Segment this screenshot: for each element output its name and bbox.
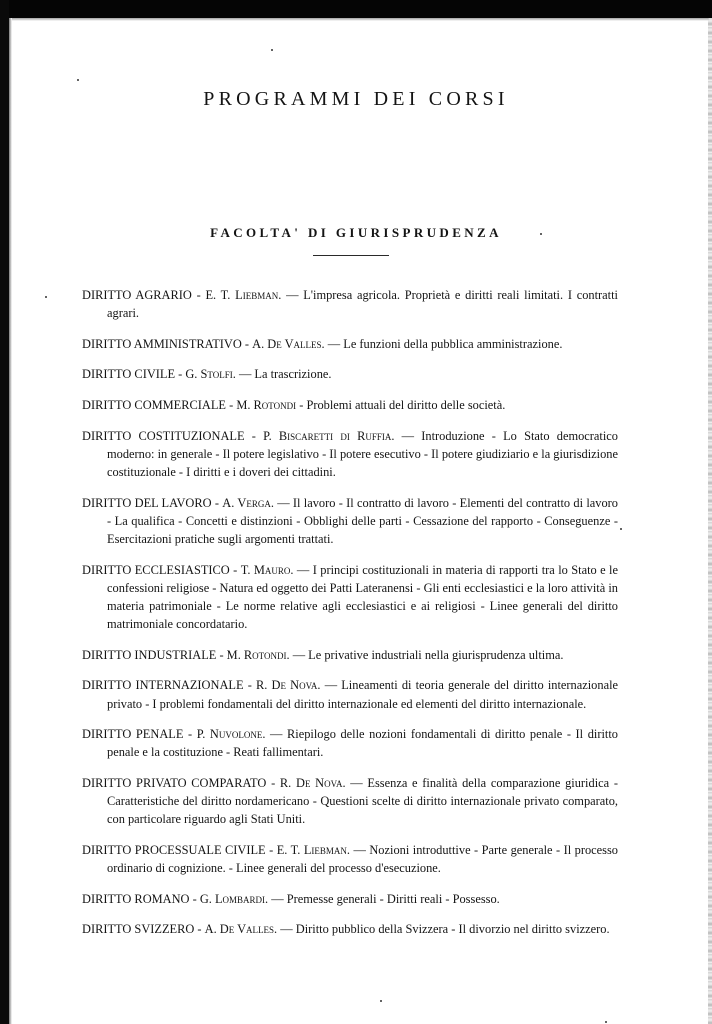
course-subject: DIRITTO AGRARIO [82,288,192,302]
course-author: G. Stolfi. [185,367,236,382]
course-subject: DIRITTO PENALE [82,727,184,742]
page-title: PROGRAMMI DEI CORSI [203,88,509,110]
course-author: R. De Nova. [256,678,321,693]
course-description: — Il lavoro - Il contratto di lavoro - Elementi del contratto di lavoro - La qualifica - Concetti e distinzioni - Obblighi delle parti - Cessazione del rapporto - Conseguenze - Esercitazioni pratiche sugli argomenti trattati. [107,495,618,546]
course-description: — Diritto pubblico della Svizzera - Il divorzio nel diritto svizzero. [280,922,610,937]
course-description: — Premesse generali - Diritti reali - Possesso. [271,891,500,906]
course-entry: DIRITTO ECCLESIASTICO - T. Mauro. — I principi costituzionali in materia di rapporti tra lo Stato e le confessioni religiose - Natura ed oggetto dei Patti Lateranensi - Gli enti ecclesiastici e la loro attività in materia patrimoniale - Le norme relative agli ecclesiastici e ai religiosi - Linee generali del diritto matrimoniale concordatario. [82,562,618,632]
course-author: A. De Valles. [204,922,278,937]
course-description: - Problemi attuali del diritto delle società. [299,397,506,412]
scan-speck [45,296,47,298]
course-subject: DIRITTO INDUSTRIALE [82,647,217,662]
course-author: A. Verga. [222,495,274,510]
course-author: P. Nuvolone. [196,727,266,742]
course-description: — L'impresa agricola. Proprietà e diritti reali limitati. I contratti agrari. [107,288,618,321]
course-subject: DIRITTO DEL LAVORO [82,495,212,510]
course-entry: DIRITTO COSTITUZIONALE - P. Biscaretti di Ruffia. — Introduzione - Lo Stato democratico moderno: in generale - Il potere legislativo - Il potere esecutivo - Il potere giudiziario e la giurisdizione costituzionale - I diritti e i doveri dei cittadini. [82,428,618,479]
course-author: M. Rotondi [236,397,297,412]
course-entry: DIRITTO PENALE - P. Nuvolone. — Riepilogo delle nozioni fondamentali di diritto penale - Il diritto penale e la costituzione - Reati fallimentari. [82,727,618,760]
page-top-edge [9,18,709,21]
scan-speck [380,1000,382,1002]
course-subject: DIRITTO ECCLESIASTICO [82,562,230,577]
course-subject: DIRITTO CIVILE [82,367,176,382]
course-author: M. Rotondi. [226,647,290,662]
course-entry: DIRITTO COMMERCIALE - M. Rotondi - Problemi attuali del diritto delle società. [82,397,506,412]
course-description: — Nozioni introduttive - Parte generale - Il processo ordinario di cognizione. - Linee generali del processo d'esecuzione. [107,842,618,876]
course-subject: DIRITTO COSTITUZIONALE [82,428,245,443]
course-entry: DIRITTO SVIZZERO - A. De Valles. — Diritto pubblico della Svizzera - Il divorzio nel diritto svizzero. [82,922,610,937]
course-description: — I principi costituzionali in materia di rapporti tra lo Stato e le confessioni religiose - Natura ed oggetto dei Patti Lateranensi - Gli enti ecclesiastici e la loro attività in materia patrimoniale - Le norme relative agli ecclesiastici e ai religiosi - Linee generali del diritto matrimoniale concordatario. [107,562,618,632]
faculty-heading: FACOLTA' DI GIURISPRUDENZA [210,225,502,240]
course-subject: DIRITTO COMMERCIALE [82,397,226,412]
course-subject: DIRITTO INTERNAZIONALE [82,678,244,693]
course-author: T. Mauro. [240,562,294,577]
course-description: — Riepilogo delle nozioni fondamentali di diritto penale - Il diritto penale e la costituzione - Reati fallimentari. [107,727,618,760]
scan-left-shadow [9,18,12,1024]
course-description: — Le privative industriali nella giurisprudenza ultima. [292,647,564,662]
scan-top-border [0,0,712,18]
course-entry: DIRITTO AGRARIO - E. T. Liebman. — L'impresa agricola. Proprietà e diritti reali limitati. I contratti agrari. [82,288,618,321]
course-subject: DIRITTO PRIVATO COMPARATO [82,775,267,790]
course-description: — Essenza e finalità della comparazione giuridica - Caratteristiche del diritto nordamericano - Questioni scelte di diritto internazionale privato comparato, con particolare riguardo agli Stati Uniti. [107,775,618,827]
course-entry: DIRITTO INTERNAZIONALE - R. De Nova. — Lineamenti di teoria generale del diritto internazionale privato - I problemi fondamentali del diritto internazionale ed elementi del diritto internazionale. [82,678,619,711]
scan-speck [77,79,79,81]
course-author: A. De Valles. [252,336,325,351]
heading-divider [313,255,389,256]
course-subject: DIRITTO SVIZZERO [82,922,195,937]
course-entry: DIRITTO AMMINISTRATIVO - A. De Valles. — Le funzioni della pubblica amministrazione. [82,336,563,351]
scan-left-border [0,0,9,1024]
scan-speck [620,528,622,530]
course-description: — Lineamenti di teoria generale del diritto internazionale privato - I problemi fondamentali del diritto internazionale ed elementi del diritto internazionale. [107,678,619,711]
course-entry: DIRITTO DEL LAVORO - A. Verga. — Il lavoro - Il contratto di lavoro - Elementi del contratto di lavoro - La qualifica - Concetti e distinzioni - Obblighi delle parti - Cessazione del rapporto - Conseguenze - Esercitazioni pratiche sugli argomenti trattati. [82,495,618,546]
course-author: R. De Nova. [279,775,346,790]
course-description: — La trascrizione. [238,367,332,382]
course-subject: DIRITTO AMMINISTRATIVO [82,336,242,351]
course-subject: DIRITTO PROCESSUALE CIVILE [82,842,266,857]
course-description: — Le funzioni della pubblica amministrazione. [327,336,563,351]
scan-speck [605,1021,607,1023]
course-entry: DIRITTO CIVILE - G. Stolfi. — La trascrizione. [82,367,332,382]
course-entry: DIRITTO ROMANO - G. Lombardi. — Premesse generali - Diritti reali - Possesso. [82,891,500,906]
course-description: — Introduzione - Lo Stato democratico moderno: in generale - Il potere legislativo - Il potere esecutivo - Il potere giudiziario e la giurisdizione costituzionale - I diritti e i doveri dei cittadini. [107,428,618,479]
course-entry: DIRITTO INDUSTRIALE - M. Rotondi. — Le privative industriali nella giurisprudenza ultima. [82,647,564,662]
course-author: P. Biscaretti di Ruffia. [263,428,395,443]
course-subject: DIRITTO ROMANO [82,891,190,906]
course-list [82,286,618,950]
course-entry: DIRITTO PRIVATO COMPARATO - R. De Nova. — Essenza e finalità della comparazione giuridica - Caratteristiche del diritto nordamericano - Questioni scelte di diritto internazionale privato comparato, con particolare riguardo agli Stati Uniti. [82,775,618,827]
course-author: E. T. Liebman. [205,288,282,302]
scan-right-edge [708,18,712,1024]
scan-speck [271,49,273,51]
course-author: E. T. Liebman. [276,842,351,857]
course-author: G. Lombardi. [199,891,269,906]
course-entry: DIRITTO PROCESSUALE CIVILE - E. T. Liebman. — Nozioni introduttive - Parte generale - Il processo ordinario di cognizione. - Linee generali del processo d'esecuzione. [82,842,618,876]
